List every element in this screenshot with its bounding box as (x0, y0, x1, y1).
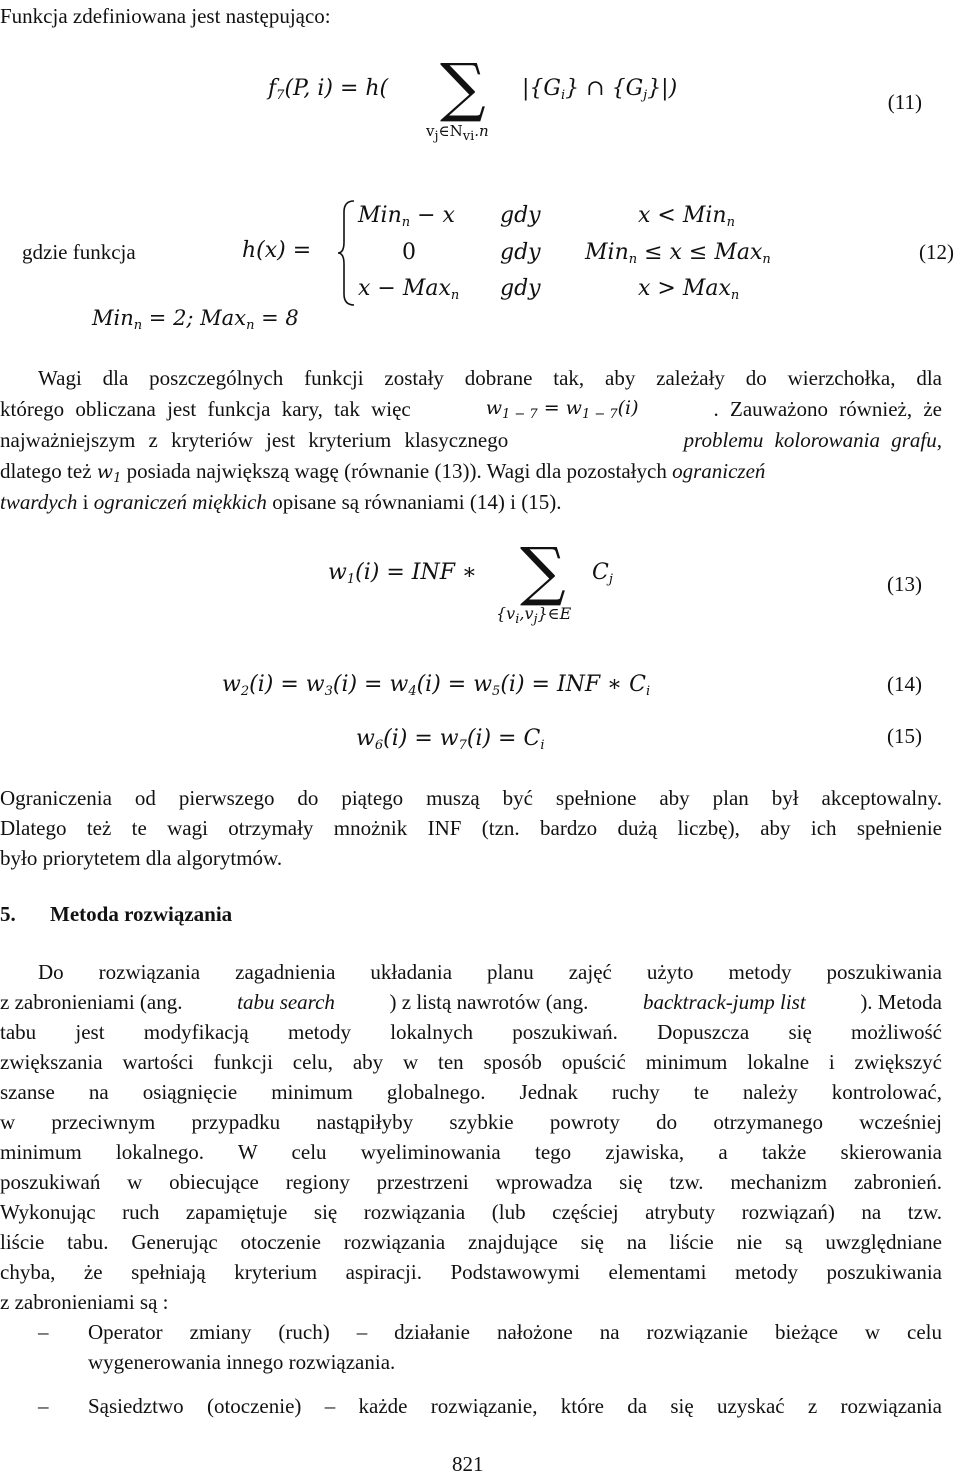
para1-line5: twardych i ograniczeń miękkich opisane są równaniami (14) i (15). (0, 490, 562, 514)
para3-line10: liście tabu. Generując otoczenie rozwiązania znajdujące się na liście nie są uwzględniane (0, 1230, 942, 1254)
para3-line4: zwiększania wartości funkcji celu, aby w ten sposób opuścić minimum lokalne i zwiększyć (0, 1050, 942, 1074)
eq12-row1-expr: Min$_n$ − x (358, 203, 455, 230)
eq11-sum-index: $v_j\in N_{vi}.n$ (426, 122, 489, 144)
para3-line5: szanse na osiągnięcie minimum globalnego. Jednak ruchy te należy kontrolować, (0, 1080, 942, 1104)
page-number: 821 (452, 1452, 484, 1476)
para1-line2: którego obliczana jest funkcja kary, tak więc $w_{1 - 7} = w_{1 - 7}(i)$ . Zauważono również, że (0, 397, 942, 422)
para1-line3: najważniejszym z kryteriów jest kryterium klasycznego problemu kolorowania grafu, (0, 428, 942, 452)
eq12-row3-range: x > Max$_n$ (638, 276, 740, 303)
eq12-row3-expr: x − Max$_n$ (358, 276, 460, 303)
section-number: 5. (0, 902, 16, 926)
eq11-set-expression: $|\{G_i\}$ ∩ $\{G_j\}|$) (522, 76, 678, 103)
eq12-row2-cond: gdy (500, 240, 541, 265)
eq12-row2-expr: 0 (402, 240, 416, 265)
para2-line3: było priorytetem dla algorytmów. (0, 846, 283, 870)
eq13-number: (13) (887, 572, 922, 596)
left-brace (336, 198, 358, 308)
para2-line1: Ograniczenia od pierwszego do piątego muszą być spełnione aby plan był akceptowalny. (0, 786, 942, 810)
eq12-row3-cond: gdy (500, 276, 541, 301)
eq13-lhs: $w_1(i)$ = INF ∗ (328, 560, 477, 587)
eq12-row1-cond: gdy (500, 203, 541, 228)
eq14-expression: $w_2(i) = w_3(i) = w_4(i) = w_5(i)$ = INF ∗ $C_i$ (222, 672, 651, 699)
eq12-row2-range: Min$_n$ ≤ x ≤ Max$_n$ (585, 240, 771, 267)
para1-line1: Wagi dla poszczególnych funkcji zostały dobrane tak, aby zależały do wierzchołka, dla (38, 366, 942, 390)
para2-line2: Dlatego też te wagi otrzymały mnożnik INF (tzn. bardzo dużą liczbę), aby ich spełnienie (0, 816, 942, 840)
bullet-1-line2: wygenerowania innego rozwiązania. (88, 1350, 396, 1374)
para3-line1: Do rozwiązania zagadnienia układania planu zajęć użyto metody poszukiwania (38, 960, 942, 984)
eq13-sum-index: $\{v_i,v_j\}\in E$ (496, 604, 572, 627)
para3-line11: chyba, że spełniają kryterium aspiracji. Podstawowymi elementami metody poszukiwania (0, 1260, 942, 1284)
bullet-dash-1: – (38, 1320, 49, 1344)
para3-line7: minimum lokalnego. W celu wyeliminowania tego zjawiska, a także skierowania (0, 1140, 942, 1164)
eq11-number: (11) (887, 90, 922, 114)
sum-symbol-11: ∑ (440, 51, 486, 125)
section-title: Metoda rozwiązania (50, 902, 233, 926)
eq12-lhs: h(x) = (242, 238, 312, 263)
para3-line6: w przeciwnym przypadku nastąpiłyby szybkie powroty do otrzymanego wcześniej (0, 1110, 942, 1134)
para3-line8: poszukiwań w obiecujące regiony przestrzeni wprowadza się tzw. mechanizm zabronień. (0, 1170, 942, 1194)
para1-line4: dlatego też $w_1$ posiada największą wagę (równanie (13)). Wagi dla pozostałych ograniczeń (0, 459, 766, 486)
eq15-expression: $w_6(i) = w_7(i) = C_i$ (356, 726, 545, 753)
eq13-term: $C_j$ (592, 560, 613, 587)
eq12-label: gdzie funkcja (22, 240, 136, 264)
eq12-params: Min$_n$ = 2; Max$_n$ = 8 (92, 306, 299, 333)
eq15-number: (15) (887, 724, 922, 748)
eq12-number: (12) (919, 240, 954, 264)
sum-symbol-13: ∑ (520, 535, 566, 609)
bullet-2-line1: Sąsiedztwo (otoczenie) – każde rozwiązanie, które da się uzyskać z rozwiązania (88, 1394, 942, 1418)
intro-text: Funkcja zdefiniowana jest następująco: (0, 4, 331, 28)
para3-line12: z zabronieniami są : (0, 1290, 169, 1314)
eq12-row1-range: x < Min$_n$ (638, 203, 735, 230)
eq14-number: (14) (887, 672, 922, 696)
eq11-lhs: $f_7(P$, i) = h( (268, 76, 389, 103)
bullet-dash-2: – (38, 1394, 49, 1418)
para3-line3: tabu jest modyfikacją metody lokalnych poszukiwań. Dopuszcza się możliwość (0, 1020, 942, 1044)
para3-line9: Wykonując ruch zapamiętuje się rozwiązania (lub częściej atrybuty rozwiązań) na tzw. (0, 1200, 942, 1224)
para3-line2: z zabronieniami (ang. tabu search ) z listą nawrotów (ang. backtrack-jump list ). Metoda (0, 990, 942, 1014)
bullet-1-line1: Operator zmiany (ruch) – działanie nałożone na rozwiązanie bieżące w celu (88, 1320, 942, 1344)
